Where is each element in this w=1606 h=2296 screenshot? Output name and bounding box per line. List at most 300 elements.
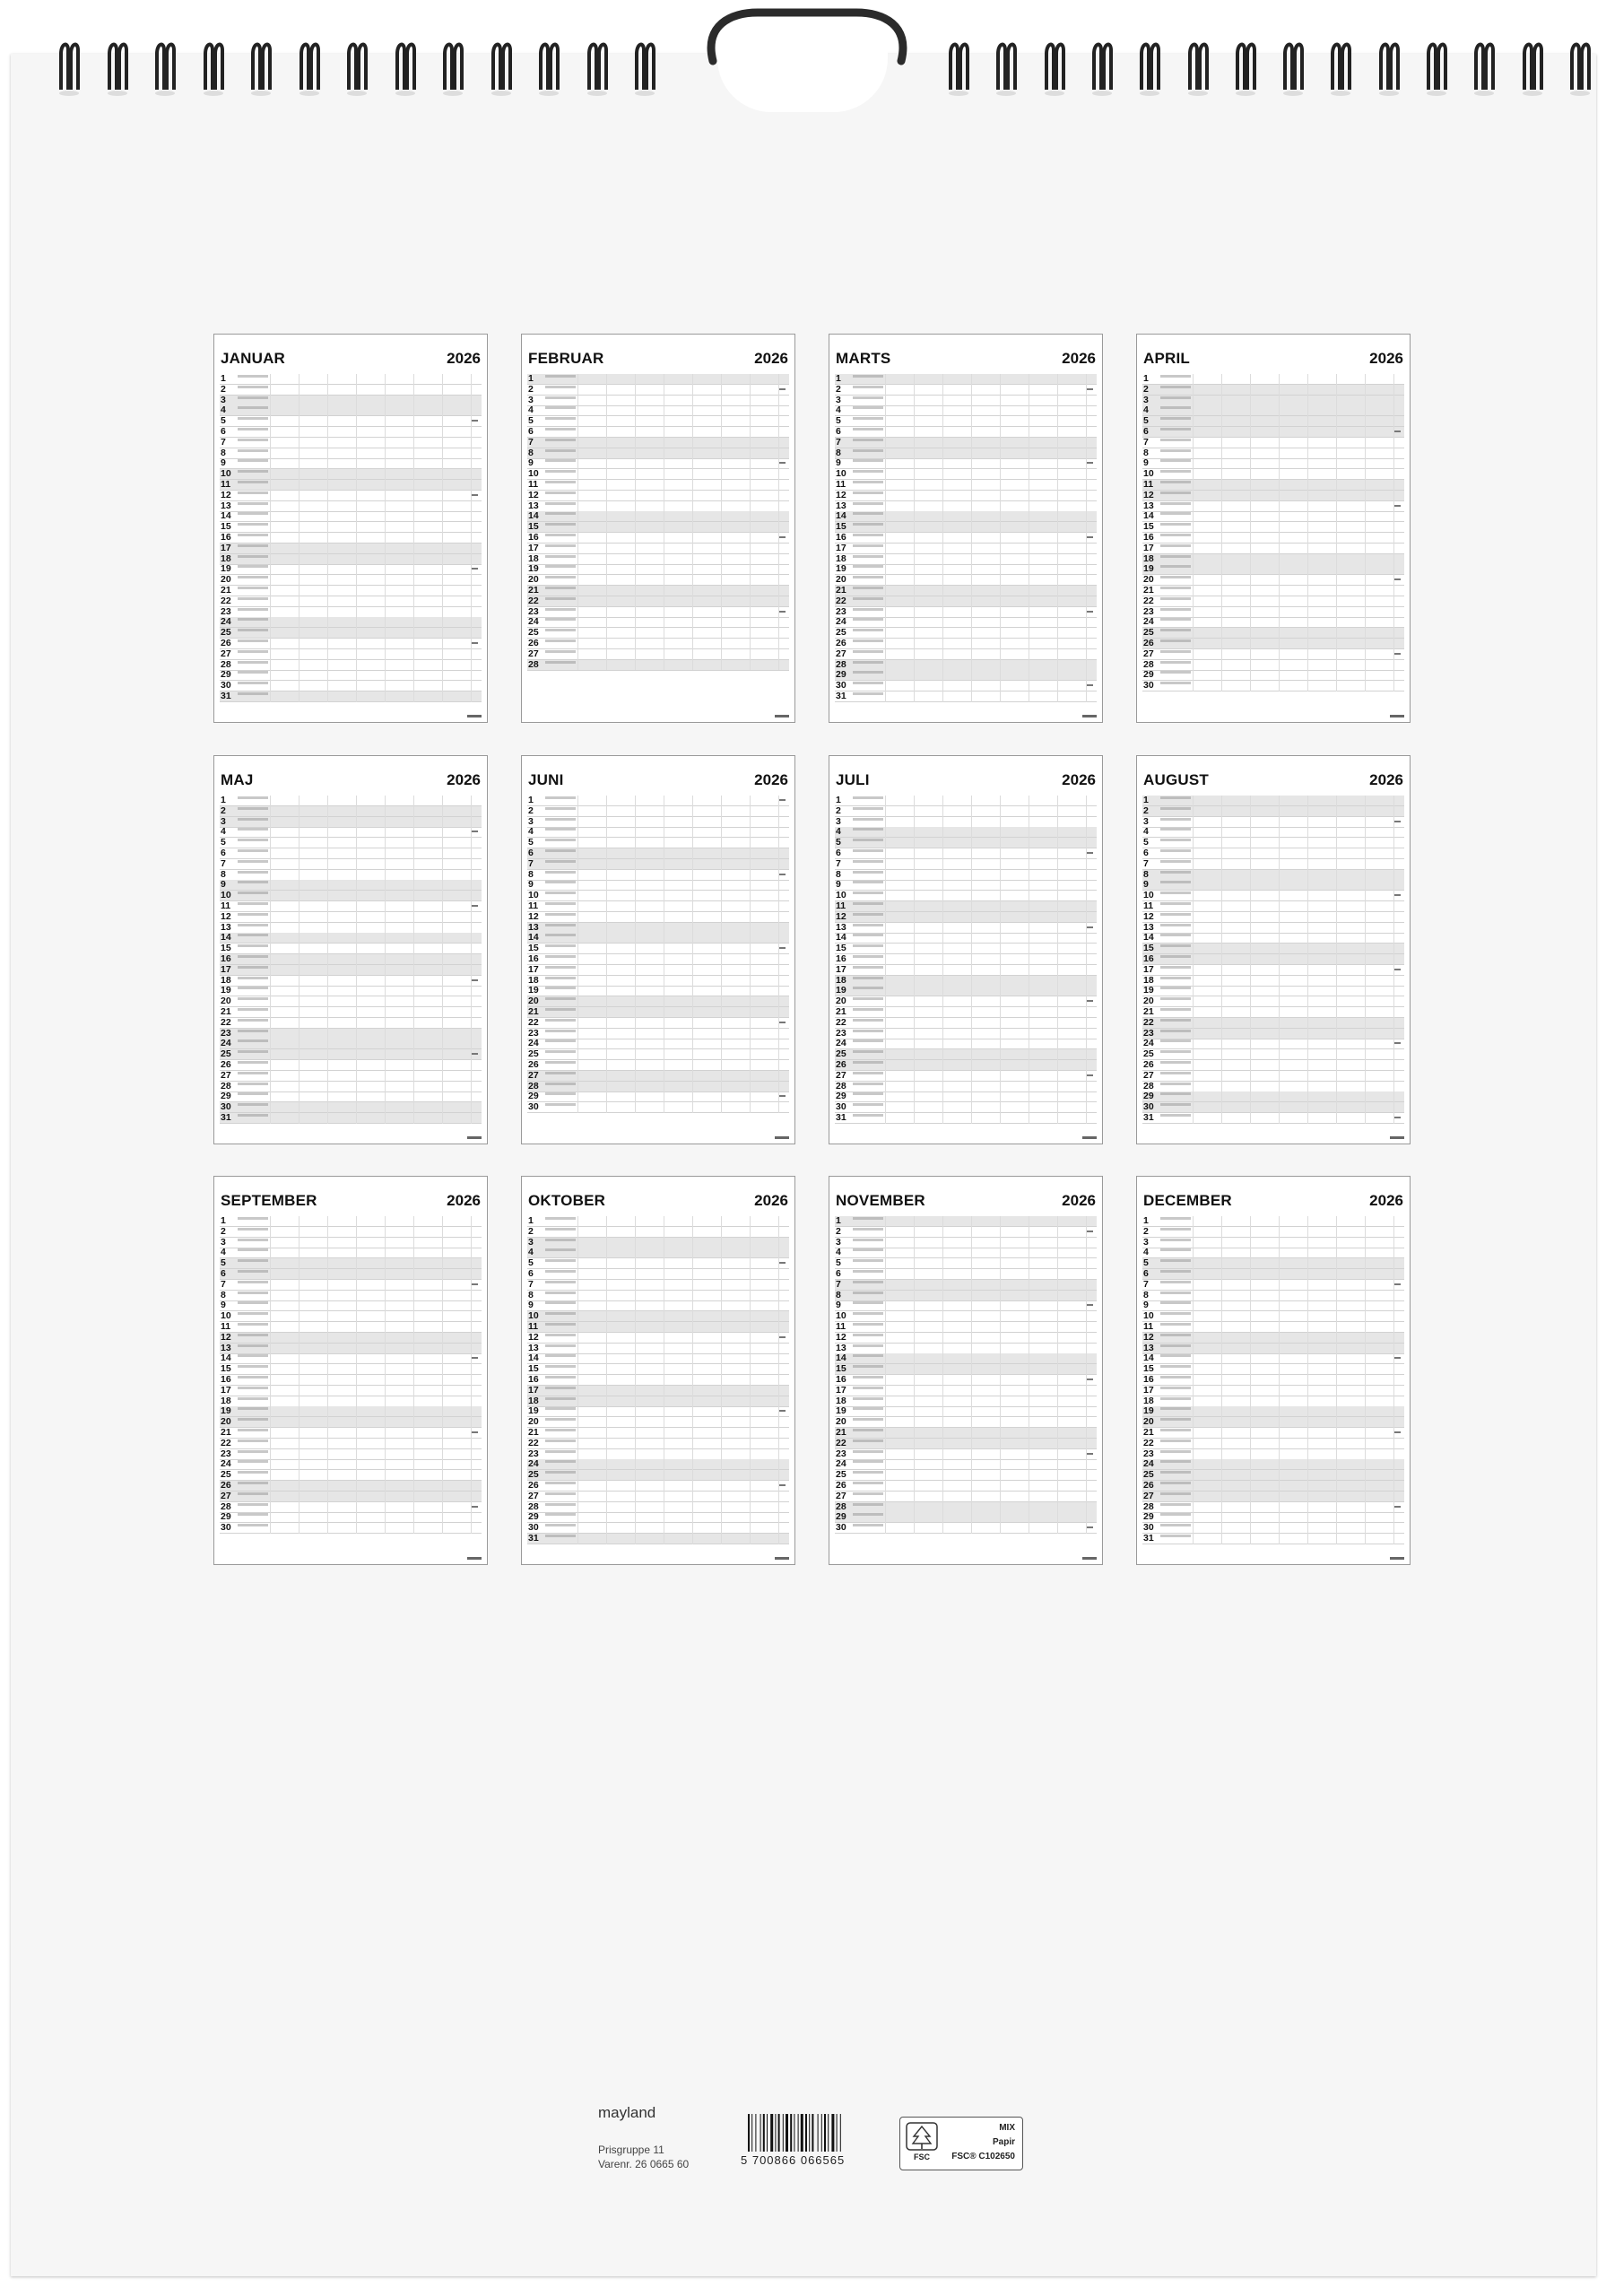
weekday-label xyxy=(238,1039,268,1042)
day-number: 13 xyxy=(836,500,846,511)
day-number: 30 xyxy=(528,1522,539,1534)
day-number: 5 xyxy=(221,1257,226,1269)
weekday-label xyxy=(1160,807,1191,810)
weekday-label xyxy=(1160,439,1191,441)
day-number: 20 xyxy=(836,574,846,586)
day-number: 8 xyxy=(836,447,841,458)
weekday-label xyxy=(238,1418,268,1421)
day-number: 27 xyxy=(221,1069,231,1081)
fsc-mix: MIX xyxy=(999,2123,1015,2133)
day-number: 1 xyxy=(836,1215,841,1226)
day-number: 15 xyxy=(528,943,539,954)
day-number: 13 xyxy=(528,921,539,933)
month-juli xyxy=(829,755,1103,1144)
month-year: 2026 xyxy=(1369,1192,1403,1209)
column-divider xyxy=(750,796,751,1113)
weekday-label xyxy=(853,1323,883,1326)
month-juni xyxy=(521,755,795,1144)
day-number: 17 xyxy=(836,1384,846,1396)
column-divider xyxy=(721,796,722,1113)
weekday-label xyxy=(853,1387,883,1389)
day-number: 12 xyxy=(1143,489,1154,500)
day-number: 4 xyxy=(836,1247,841,1258)
weekday-label xyxy=(238,439,268,441)
day-number: 8 xyxy=(836,1289,841,1300)
day-number: 14 xyxy=(221,510,231,522)
column-divider xyxy=(942,1216,943,1534)
day-number: 4 xyxy=(1143,826,1149,838)
weekday-label xyxy=(1160,587,1191,589)
day-number: 9 xyxy=(836,879,841,891)
day-number: 1 xyxy=(1143,1215,1149,1226)
week-number xyxy=(779,1022,786,1023)
weekday-label xyxy=(545,944,576,947)
day-number: 20 xyxy=(1143,574,1154,586)
day-number: 7 xyxy=(1143,857,1149,869)
day-number: 22 xyxy=(528,1437,539,1448)
weekday-label xyxy=(238,1344,268,1347)
day-number: 9 xyxy=(528,457,534,469)
weekday-label xyxy=(1160,1239,1191,1241)
weekday-label xyxy=(545,1301,576,1304)
weekday-label xyxy=(853,1312,883,1315)
day-number: 19 xyxy=(528,1405,539,1417)
weekday-label xyxy=(1160,576,1191,578)
weekday-label xyxy=(853,955,883,958)
day-number: 29 xyxy=(836,1511,846,1523)
weekday-label xyxy=(1160,1083,1191,1085)
weekday-label xyxy=(853,1259,883,1262)
weekday-label xyxy=(545,1397,576,1400)
day-number: 21 xyxy=(221,585,231,596)
day-number: 23 xyxy=(221,605,231,617)
weekday-label xyxy=(238,650,268,653)
day-number: 30 xyxy=(1143,1522,1154,1534)
day-number: 17 xyxy=(221,963,231,975)
weekday-label xyxy=(545,977,576,979)
day-number: 2 xyxy=(528,1225,534,1237)
weekday-label xyxy=(1160,1019,1191,1022)
weekday-label xyxy=(1160,1114,1191,1117)
weekday-label xyxy=(853,512,883,515)
day-number: 3 xyxy=(528,1236,534,1248)
day-number: 14 xyxy=(836,510,846,522)
column-divider xyxy=(778,1216,779,1544)
day-number: 8 xyxy=(221,447,226,458)
day-number: 5 xyxy=(836,837,841,848)
weekday-label xyxy=(545,966,576,969)
day-number: 30 xyxy=(836,680,846,691)
weekday-label xyxy=(1160,966,1191,969)
day-number: 3 xyxy=(528,394,534,405)
day-grid xyxy=(527,796,789,1129)
weekday-label xyxy=(545,534,576,536)
weekday-label xyxy=(238,849,268,852)
day-number: 22 xyxy=(1143,595,1154,606)
weekday-label xyxy=(1160,944,1191,947)
weekday-label xyxy=(238,1365,268,1368)
weekday-label xyxy=(853,860,883,863)
weekday-label xyxy=(545,881,576,883)
week-number xyxy=(472,1431,478,1433)
weekday-label xyxy=(238,902,268,905)
day-number: 8 xyxy=(1143,1289,1149,1300)
weekday-label xyxy=(1160,502,1191,505)
weekday-label xyxy=(1160,924,1191,926)
day-number: 25 xyxy=(836,627,846,639)
weekday-label xyxy=(238,1228,268,1231)
day-number: 7 xyxy=(221,1278,226,1290)
weekday-label xyxy=(853,1072,883,1074)
column-divider xyxy=(914,1216,915,1534)
weekday-label xyxy=(545,913,576,916)
weekday-label xyxy=(1160,481,1191,483)
weekday-label xyxy=(1160,881,1191,883)
day-number: 24 xyxy=(221,1038,231,1049)
day-number: 23 xyxy=(528,605,539,617)
weekday-label xyxy=(1160,1292,1191,1294)
weekday-label xyxy=(545,406,576,409)
weekday-label xyxy=(545,1050,576,1053)
weekday-label xyxy=(238,987,268,989)
column-divider xyxy=(577,374,578,670)
day-number: 13 xyxy=(528,500,539,511)
month-year: 2026 xyxy=(447,350,481,367)
weekday-label xyxy=(1160,417,1191,420)
weekday-label xyxy=(238,871,268,874)
day-number: 18 xyxy=(221,552,231,564)
week-number xyxy=(779,1336,786,1338)
day-number: 11 xyxy=(836,900,846,911)
weekday-label xyxy=(1160,386,1191,388)
weekday-label xyxy=(238,839,268,841)
weekday-label xyxy=(545,1513,576,1516)
day-number: 24 xyxy=(528,616,539,628)
day-number: 6 xyxy=(836,848,841,858)
weekday-label xyxy=(238,502,268,505)
day-number: 28 xyxy=(1143,1500,1154,1512)
day-number: 27 xyxy=(221,1490,231,1501)
weekday-label xyxy=(238,955,268,958)
day-number: 26 xyxy=(221,1480,231,1491)
month-september xyxy=(213,1176,488,1565)
day-number: 25 xyxy=(836,1048,846,1060)
weekday-label xyxy=(1160,871,1191,874)
weekday-label xyxy=(1160,1334,1191,1336)
column-divider xyxy=(721,374,722,670)
day-number: 25 xyxy=(528,1469,539,1481)
weekday-label xyxy=(1160,1429,1191,1431)
weekday-label xyxy=(545,470,576,473)
weekday-label xyxy=(1160,470,1191,473)
day-number: 14 xyxy=(1143,1352,1154,1364)
day-number: 31 xyxy=(221,691,231,701)
weekday-label xyxy=(853,934,883,936)
column-divider xyxy=(1365,374,1366,691)
column-divider xyxy=(1393,1216,1394,1544)
day-number: 24 xyxy=(1143,616,1154,628)
day-number: 27 xyxy=(528,1490,539,1501)
day-number: 15 xyxy=(1143,943,1154,954)
weekday-label xyxy=(238,1471,268,1474)
weekday-label xyxy=(853,1418,883,1421)
month-name: JANUAR xyxy=(221,350,286,367)
weekday-label xyxy=(853,1407,883,1410)
month-year: 2026 xyxy=(1062,771,1096,788)
week-number xyxy=(1394,578,1401,580)
day-number: 11 xyxy=(528,900,539,911)
weekday-label xyxy=(1160,1535,1191,1537)
day-number: 17 xyxy=(528,542,539,553)
weekday-label xyxy=(545,1270,576,1273)
week-number xyxy=(1087,388,1093,390)
small-brand-mark xyxy=(1082,1136,1097,1139)
week-number xyxy=(472,979,478,981)
day-number: 8 xyxy=(528,1289,534,1300)
day-number: 9 xyxy=(221,1300,226,1311)
weekday-label xyxy=(853,682,883,684)
day-number: 19 xyxy=(1143,1405,1154,1417)
day-number: 7 xyxy=(528,436,534,448)
day-number: 17 xyxy=(528,1384,539,1396)
day-number: 6 xyxy=(1143,1268,1149,1279)
column-divider xyxy=(885,374,886,702)
day-number: 1 xyxy=(221,795,226,805)
week-number xyxy=(779,1484,786,1486)
weekday-label xyxy=(238,1407,268,1410)
weekday-label xyxy=(238,1334,268,1336)
day-number: 7 xyxy=(221,436,226,448)
weekday-label xyxy=(1160,1030,1191,1032)
day-number: 20 xyxy=(528,1416,539,1428)
day-number: 21 xyxy=(836,585,846,596)
day-number: 29 xyxy=(221,669,231,681)
column-divider xyxy=(721,1216,722,1544)
day-number: 13 xyxy=(836,921,846,933)
day-number: 1 xyxy=(221,1215,226,1226)
weekday-label xyxy=(1160,661,1191,664)
weekday-label xyxy=(1160,828,1191,831)
month-name: JULI xyxy=(836,771,870,788)
day-number: 21 xyxy=(1143,1427,1154,1438)
day-number: 26 xyxy=(221,638,231,648)
month-name: JUNI xyxy=(528,771,564,788)
day-number: 26 xyxy=(1143,1059,1154,1070)
week-number xyxy=(779,947,786,949)
day-number: 16 xyxy=(528,1374,539,1385)
column-divider xyxy=(356,796,357,1124)
column-divider xyxy=(413,796,414,1124)
day-number: 10 xyxy=(221,468,231,480)
weekday-label xyxy=(853,1450,883,1453)
day-number: 14 xyxy=(528,932,539,944)
day-number: 4 xyxy=(1143,404,1149,416)
day-number: 28 xyxy=(221,1080,231,1091)
week-number xyxy=(1087,684,1093,686)
day-number: 10 xyxy=(1143,1310,1154,1322)
weekday-label xyxy=(1160,682,1191,684)
weekday-label xyxy=(545,1103,576,1106)
day-number: 29 xyxy=(221,1091,231,1102)
weekday-label xyxy=(1160,1323,1191,1326)
day-number: 13 xyxy=(836,1342,846,1353)
day-number: 24 xyxy=(528,1458,539,1470)
weekday-label xyxy=(238,449,268,452)
column-divider xyxy=(442,796,443,1124)
day-number: 14 xyxy=(221,1352,231,1364)
day-number: 16 xyxy=(221,532,231,543)
day-number: 2 xyxy=(1143,804,1149,816)
day-number: 2 xyxy=(221,804,226,816)
weekday-label xyxy=(238,1354,268,1357)
column-divider xyxy=(1365,796,1366,1124)
weekday-label xyxy=(238,1397,268,1400)
day-number: 14 xyxy=(221,932,231,944)
day-number: 5 xyxy=(221,415,226,427)
weekday-label xyxy=(853,608,883,611)
day-number: 25 xyxy=(221,1469,231,1481)
weekday-label xyxy=(238,639,268,642)
weekday-label xyxy=(238,1030,268,1032)
week-number xyxy=(1087,852,1093,854)
day-number: 15 xyxy=(528,1363,539,1375)
week-number xyxy=(1394,505,1401,507)
day-number: 11 xyxy=(1143,479,1154,490)
weekday-label xyxy=(1160,650,1191,653)
weekday-label xyxy=(1160,428,1191,430)
weekday-label xyxy=(545,1492,576,1495)
day-number: 31 xyxy=(836,691,846,701)
weekday-label xyxy=(853,1270,883,1273)
day-number: 25 xyxy=(528,1048,539,1060)
day-number: 1 xyxy=(836,373,841,384)
weekday-label xyxy=(1160,997,1191,1000)
month-year: 2026 xyxy=(754,350,788,367)
day-number: 23 xyxy=(1143,605,1154,617)
day-number: 8 xyxy=(221,868,226,880)
day-number: 1 xyxy=(528,795,534,805)
day-number: 27 xyxy=(836,1069,846,1081)
weekday-label xyxy=(238,913,268,916)
weekday-label xyxy=(545,375,576,378)
day-number: 25 xyxy=(221,1048,231,1060)
weekday-label xyxy=(238,512,268,515)
weekday-label xyxy=(545,1259,576,1262)
day-number: 4 xyxy=(221,1247,226,1258)
weekday-label xyxy=(1160,671,1191,674)
day-number: 27 xyxy=(528,1069,539,1081)
weekday-label xyxy=(853,839,883,841)
weekday-label xyxy=(238,1248,268,1251)
column-divider xyxy=(270,1216,271,1534)
weekday-label xyxy=(853,576,883,578)
day-number: 28 xyxy=(221,1500,231,1512)
weekday-label xyxy=(238,1270,268,1273)
week-number xyxy=(472,905,478,907)
weekday-label xyxy=(853,796,883,799)
weekday-label xyxy=(1160,396,1191,399)
fsc-tree-icon xyxy=(906,2122,938,2165)
month-februar xyxy=(521,334,795,723)
week-number xyxy=(779,874,786,875)
column-divider xyxy=(385,374,386,702)
week-number xyxy=(472,1283,478,1285)
day-number: 6 xyxy=(1143,426,1149,437)
column-divider xyxy=(1307,796,1308,1124)
day-number: 1 xyxy=(528,1215,534,1226)
weekday-label xyxy=(238,997,268,1000)
weekday-label xyxy=(545,587,576,589)
week-number xyxy=(1087,1231,1093,1232)
column-divider xyxy=(606,374,607,670)
weekday-label xyxy=(545,1354,576,1357)
weekday-label xyxy=(853,481,883,483)
day-number: 8 xyxy=(1143,447,1149,458)
weekday-label xyxy=(1160,1376,1191,1378)
column-divider xyxy=(1057,1216,1058,1534)
month-name: MAJ xyxy=(221,771,254,788)
weekday-label xyxy=(853,1050,883,1053)
day-grid xyxy=(835,1216,1097,1550)
day-number: 9 xyxy=(836,457,841,469)
weekday-label xyxy=(238,828,268,831)
column-divider xyxy=(885,1216,886,1534)
day-number: 11 xyxy=(836,479,846,490)
day-number: 7 xyxy=(528,857,534,869)
day-number: 27 xyxy=(1143,648,1154,659)
weekday-label xyxy=(853,523,883,526)
day-number: 4 xyxy=(221,826,226,838)
weekday-label xyxy=(545,818,576,821)
day-number: 10 xyxy=(1143,468,1154,480)
weekday-label xyxy=(1160,1301,1191,1304)
hanger-wire-icon xyxy=(695,7,919,70)
day-number: 23 xyxy=(221,1448,231,1459)
coil-ring-icon xyxy=(1520,38,1545,100)
column-divider xyxy=(1193,796,1194,1124)
day-number: 6 xyxy=(221,426,226,437)
weekday-label xyxy=(238,891,268,894)
column-divider xyxy=(1000,1216,1001,1534)
day-number: 20 xyxy=(528,996,539,1007)
column-divider xyxy=(606,796,607,1113)
day-number: 23 xyxy=(836,1027,846,1039)
day-number: 9 xyxy=(528,879,534,891)
weekday-label xyxy=(853,1365,883,1368)
coil-ring-icon xyxy=(1567,38,1593,100)
coil-ring-icon xyxy=(536,38,561,100)
weekday-label xyxy=(1160,818,1191,821)
weekday-label xyxy=(853,1471,883,1474)
month-marts xyxy=(829,334,1103,723)
day-grid xyxy=(220,374,482,708)
weekday-label xyxy=(853,1334,883,1336)
column-divider xyxy=(692,374,693,670)
weekday-label xyxy=(1160,902,1191,905)
day-number: 5 xyxy=(528,415,534,427)
weekday-label xyxy=(545,807,576,810)
weekday-label xyxy=(545,449,576,452)
weekday-label xyxy=(853,1492,883,1495)
weekday-label xyxy=(1160,1513,1191,1516)
day-number: 3 xyxy=(221,1236,226,1248)
day-number: 30 xyxy=(1143,1101,1154,1113)
small-brand-mark xyxy=(467,1557,482,1560)
weekday-label xyxy=(545,1524,576,1526)
weekday-label xyxy=(545,1030,576,1032)
weekday-label xyxy=(1160,459,1191,462)
column-divider xyxy=(1279,1216,1280,1544)
